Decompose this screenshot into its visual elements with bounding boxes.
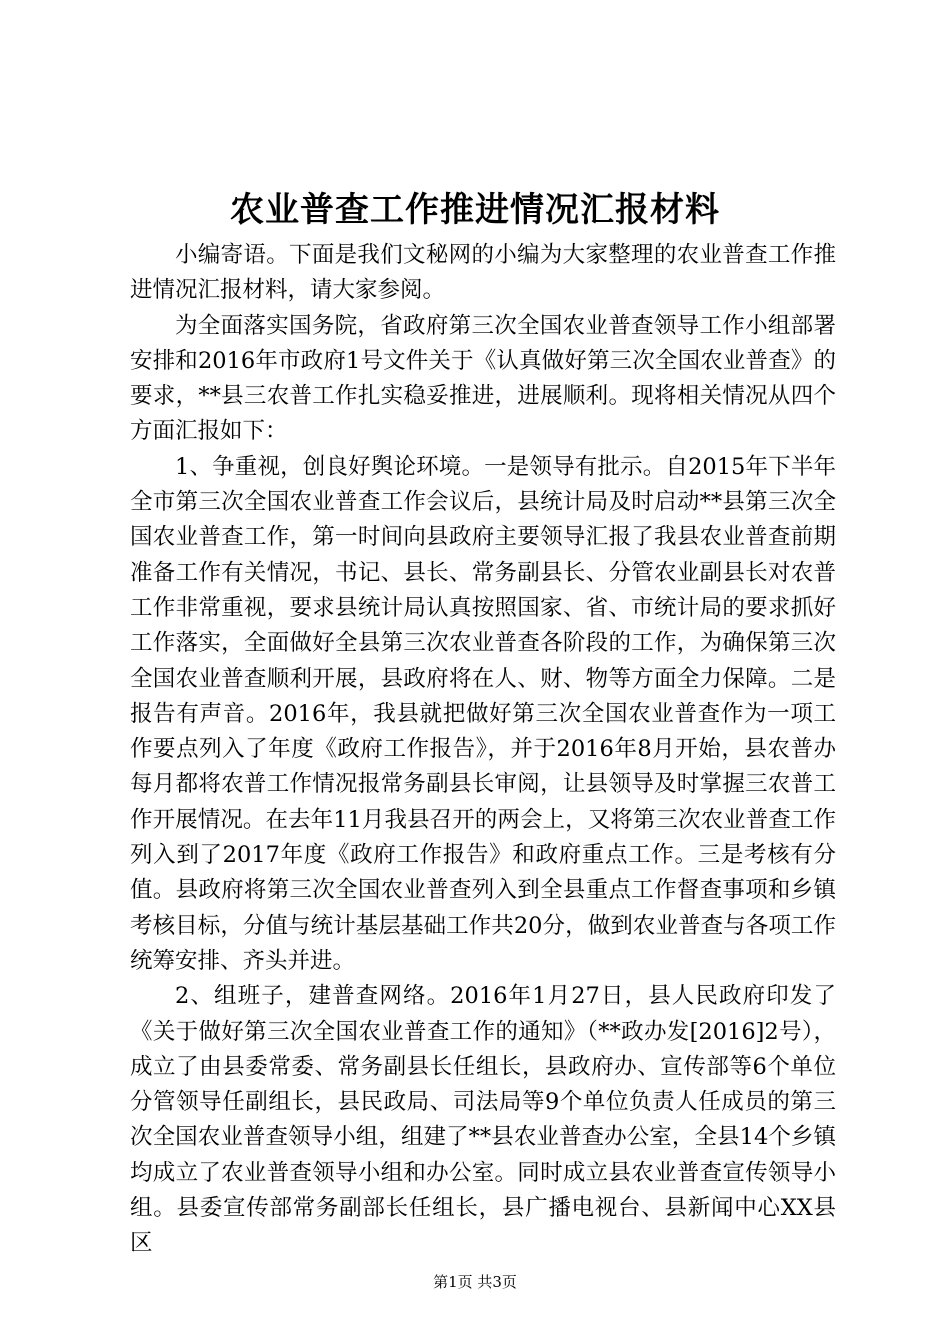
paragraph-intro: 小编寄语。下面是我们文秘网的小编为大家整理的农业普查工作推进情况汇报材料，请大家参阅。 bbox=[130, 242, 836, 304]
paragraph-overview: 为全面落实国务院，省政府第三次全国农业普查领导工作小组部署安排和2016年市政府1号文件关于《认真做好第三次全国农业普查》的要求，**县三农普工作扎实稳妥推进，进展顺利。现将相关情况从四个方面汇报如下： bbox=[130, 312, 836, 445]
page-footer: 第1页 共3页 bbox=[433, 1273, 517, 1291]
document-body bbox=[130, 238, 836, 1262]
paragraph-section-2: 2、组班子，建普查网络。2016年1月27日，县人民政府印发了《关于做好第三次全国农业普查工作的通知》（**政办发[2016]2号），成立了由县委常委、常务副县长任组长，县政府办、宣传部等6个单位分管领导任副组长，县民政局、司法局等9个单位负责人任成员的第三次全国农业普查领导小组，组建了**县农业普查办公室，全县14个乡镇均成立了农业普查领导小组和办公室。同时成立县农业普查宣传领导小组。县委宣传部常务副部长任组长，县广播电视台、县新闻中心XX县区 bbox=[130, 983, 836, 1257]
document-title: 农业普查工作推进情况汇报材料 bbox=[230, 190, 720, 230]
paragraph-section-1: 1、争重视，创良好舆论环境。一是领导有批示。自2015年下半年全市第三次全国农业普查工作会议后，县统计局及时启动**县第三次全国农业普查工作，第一时间向县政府主要领导汇报了我县农业普查前期准备工作有关情况，书记、县长、常务副县长、分管农业副县长对农普工作非常重视，要求县统计局认真按照国家、省、市统计局的要求抓好工作落实，全面做好全县第三次农业普查各阶段的工作，为确保第三次全国农业普查顺利开展，县政府将在人、财、物等方面全力保障。二是报告有声音。2016年，我县就把做好第三次全国农业普查作为一项工作要点列入了年度《政府工作报告》，并于2016年8月开始，县农普办每月都将农普工作情况报常务副县长审阅，让县领导及时掌握三农普工作开展情况。在去年11月我县召开的两会上，又将第三次农业普查工作列入到了2017年度《政府工作报告》和政府重点工作。三是考核有分值。县政府将第三次全国农业普查列入到全县重点工作督查事项和乡镇考核目标，分值与统计基层基础工作共20分，做到农业普查与各项工作统筹安排、齐头并进。 bbox=[130, 453, 836, 974]
